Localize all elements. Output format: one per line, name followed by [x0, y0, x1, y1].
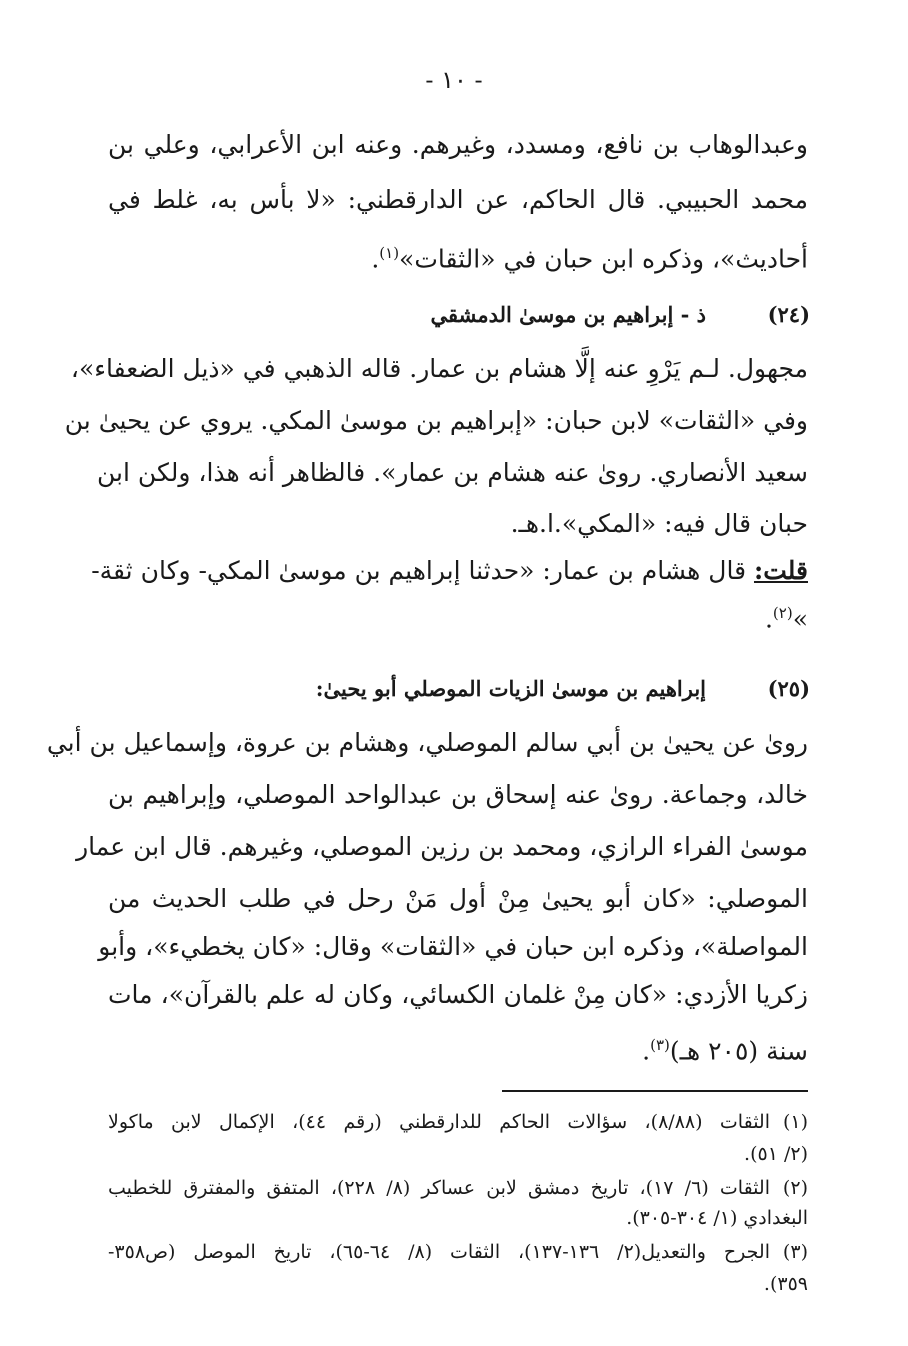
entry-line: روىٰ عن يحيىٰ بن أبي سالم الموصلي، وهشام بن عروة، وإسماعيل بن أبي	[46, 728, 808, 757]
footnote-ref: (٣)	[650, 1036, 670, 1054]
footnote-continuation: البغدادي (١/ ٣٠٤-٣٠٥).	[626, 1207, 808, 1229]
footnote-continuation: ٣٥٩).	[763, 1273, 808, 1295]
footnote-text: الثقات (٨/٨٨)، سؤالات الحاكم للدارقطني (رقم ٤٤)، الإكمال لابن ماكولا	[108, 1111, 770, 1133]
footnote-number: (٢)	[782, 1177, 808, 1199]
intro-line-text: أحاديث»، وذكره ابن حبان في «الثقات»	[399, 244, 808, 274]
qult-text: قال هشام بن عمار: «حدثنا إبراهيم بن موسىٰ المكي- وكان ثقة-	[91, 556, 754, 585]
footnote-continuation: (٢/ ٥١).	[744, 1143, 808, 1165]
entry-line: مجهول. لـم يَرْوِ عنه إلَّا هشام بن عمار. قاله الذهبي في «ذيل الضعفاء»،	[70, 354, 808, 383]
footnote-ref: (٢)	[772, 604, 793, 622]
footnote-separator	[502, 1090, 808, 1092]
line-end: .	[371, 244, 380, 274]
entry-line: المواصلة»، وذكره ابن حبان في «الثقات» وقال: «كان يخطيء»، وأبو	[98, 932, 808, 961]
entry-line	[108, 1028, 808, 1066]
entry-heading	[430, 299, 810, 331]
entry-number: (٢٤)	[767, 302, 810, 327]
entry-line: الموصلي: «كان أبو يحيىٰ مِنْ أول مَنْ رحل في طلب الحديث من	[108, 884, 808, 913]
intro-line: وعبدالوهاب بن نافع، ومسدد، وغيرهم. وعنه ابن الأعرابي، وعلي بن	[108, 130, 808, 159]
footnote-text: الثقات (٦/ ١٧)، تاريخ دمشق لابن عساكر (٨/ ٢٢٨)، المتفق والمفترق للخطيب	[108, 1177, 770, 1199]
footnote	[108, 1238, 808, 1266]
entry-line: موسىٰ الفراء الرازي، ومحمد بن رزين الموصلي، وغيرهم. قال ابن عمار	[76, 832, 808, 861]
footnote	[108, 1174, 808, 1202]
line-end: .	[764, 604, 773, 634]
entry-line: وفي «الثقات» لابن حبان: «إبراهيم بن موسىٰ المكي. يروي عن يحيىٰ بن	[64, 406, 808, 435]
qult-label: قلت:	[753, 556, 808, 585]
entry-line: زكريا الأزدي: «كان مِنْ غلمان الكسائي، وكان له علم بالقرآن»، مات	[108, 980, 808, 1009]
footnote-text: الجرح والتعديل(٢/ ١٣٦-١٣٧)، الثقات (٨/ ٦٤-٦٥)، تاريخ الموصل (ص٣٥٨-	[108, 1241, 770, 1263]
qult-line	[91, 554, 808, 588]
entry-number: (٢٥)	[767, 676, 810, 701]
intro-line: محمد الحبيبي. قال الحاكم، عن الدارقطني: «لا بأس به، غلط في	[108, 185, 808, 214]
entry-line: سعيد الأنصاري. روىٰ عنه هشام بن عمار». فالظاهر أنه هذا، ولكن ابن	[97, 458, 808, 487]
entry-heading	[316, 673, 810, 705]
line-end: .	[642, 1036, 651, 1066]
footnote	[108, 1108, 808, 1136]
entry-title: ذ - إبراهيم بن موسىٰ الدمشقي	[430, 302, 706, 327]
page-number: - ١٠ -	[425, 66, 483, 94]
entry-line: حبان قال فيه: «المكي».ا.هـ.	[510, 509, 808, 538]
intro-line	[108, 236, 808, 274]
entry-line: خالد، وجماعة. روىٰ عنه إسحاق بن عبدالواحد الموصلي، وإبراهيم بن	[108, 780, 808, 809]
qult-line-end	[108, 596, 808, 634]
entry-line-text: سنة (٢٠٥ هـ)	[669, 1036, 808, 1066]
footnote-number: (٣)	[782, 1241, 808, 1263]
footnote-number: (١)	[782, 1111, 808, 1133]
footnote-ref: (١)	[379, 244, 400, 262]
quote-close: »	[792, 604, 808, 634]
entry-title: إبراهيم بن موسىٰ الزيات الموصلي أبو يحيىٰ:	[315, 676, 706, 701]
